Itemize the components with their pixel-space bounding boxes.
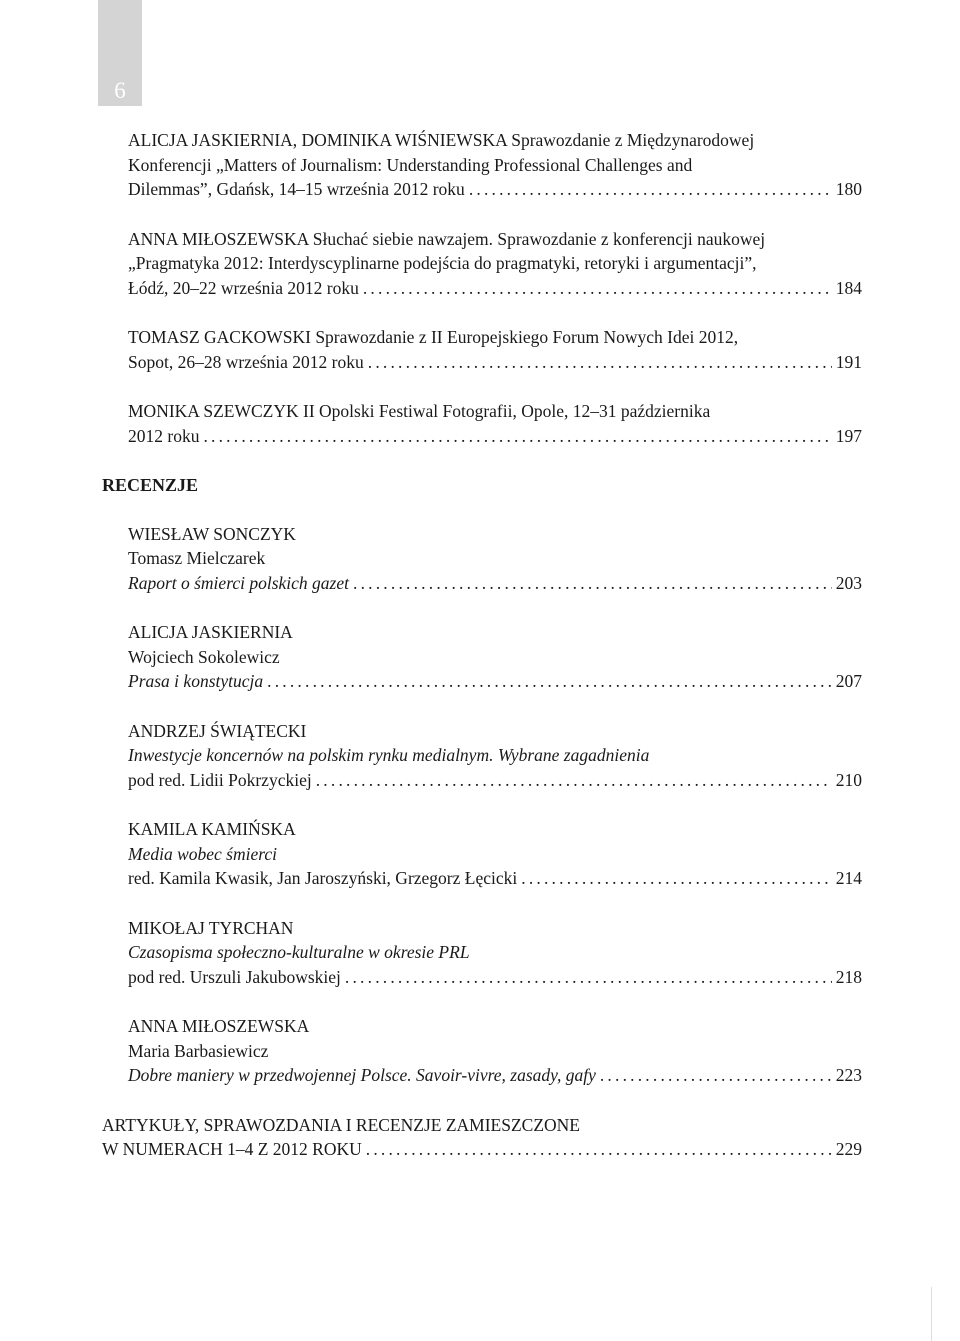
reviewer-name: ANDRZEJ ŚWIĄTECKI [128, 720, 307, 741]
book-title: Prasa i konstytucja [128, 671, 264, 691]
dot-leaders [521, 866, 832, 891]
entry-line: „Pragmatyka 2012: Interdyscyplinarne podejścia do pragmatyki, retoryki i argumentacji”, [128, 253, 757, 273]
entry-last-line [128, 1063, 862, 1088]
entry-line: ALICJA JASKIERNIA, DOMINIKA WIŚNIEWSKA Sprawozdanie z Międzynarodowej [128, 130, 755, 150]
book-title: Czasopisma społeczno-kulturalne w okresie PRL [128, 942, 470, 962]
margin-rule [931, 1287, 932, 1341]
entry-line: ARTYKUŁY, SPRAWOZDANIA I RECENZJE ZAMIESZCZONE [102, 1114, 580, 1135]
toc-entry-index[interactable] [102, 1113, 862, 1162]
section-heading-reviews: RECENZJE [102, 475, 199, 495]
entry-page-number: 223 [835, 1065, 862, 1085]
book-title: Inwestycje koncernów na polskim rynku medialnym. Wybrane zagadnienia [128, 745, 650, 765]
entry-page-number: 184 [835, 277, 862, 298]
entry-page-number: 229 [835, 1139, 862, 1159]
book-editor: pod red. Urszuli Jakubowskiej [128, 966, 341, 987]
reviewer-name: WIESŁAW SONCZYK [128, 523, 296, 544]
entry-page-number: 191 [835, 351, 862, 372]
toc-entry-report[interactable] [128, 227, 862, 301]
entry-last-line [128, 424, 862, 449]
toc-entry-review[interactable] [128, 522, 862, 596]
entry-page-number: 214 [835, 868, 862, 888]
entry-last-line [128, 866, 862, 891]
page-number: 6 [114, 78, 126, 103]
book-editor: red. Kamila Kwasik, Jan Jaroszyński, Grzegorz Łęcicki [128, 868, 518, 888]
reviewer-name: KAMILA KAMIŃSKA [128, 819, 296, 839]
table-of-contents [102, 128, 862, 1162]
book-title: Media wobec śmierci [128, 843, 278, 864]
book-title: Raport o śmierci polskich gazet [128, 572, 349, 593]
toc-entry-review[interactable] [128, 719, 862, 793]
dot-leaders [469, 177, 832, 202]
dot-leaders [345, 965, 832, 990]
toc-entry-review[interactable] [128, 817, 862, 891]
toc-entry-review[interactable] [128, 1014, 862, 1088]
dot-leaders [600, 1063, 832, 1088]
entry-last-line [102, 1137, 862, 1162]
dot-leaders [203, 424, 831, 449]
dot-leaders [368, 350, 832, 375]
dot-leaders [267, 669, 832, 694]
dot-leaders [363, 276, 832, 301]
entry-page-number: 210 [835, 769, 862, 790]
entry-last-line [128, 177, 862, 202]
dot-leaders [366, 1137, 832, 1162]
toc-entry-review[interactable] [128, 620, 862, 694]
entry-last-line [128, 669, 862, 694]
entry-text: Dilemmas”, Gdańsk, 14–15 września 2012 roku [128, 179, 465, 199]
entry-text: 2012 roku [128, 425, 200, 446]
entry-last-line [128, 768, 862, 793]
entry-page-number: 218 [835, 966, 862, 987]
dot-leaders [353, 571, 832, 596]
book-title: Dobre maniery w przedwojennej Polsce. Savoir-vivre, zasady, gafy [128, 1065, 596, 1085]
toc-entry-report[interactable] [128, 399, 862, 448]
toc-entry-report[interactable] [128, 325, 862, 374]
page-number-tab [98, 0, 142, 106]
entry-last-line [128, 276, 862, 301]
entry-line: ANNA MIŁOSZEWSKA Słuchać siebie nawzajem. Sprawozdanie z konferencji naukowej [128, 228, 766, 249]
book-author: Maria Barbasiewicz [128, 1040, 269, 1061]
toc-entry-report[interactable] [128, 128, 862, 202]
reviewer-name: MIKOŁAJ TYRCHAN [128, 917, 294, 938]
reviewer-name: ANNA MIŁOSZEWSKA [128, 1016, 310, 1036]
entry-line: TOMASZ GACKOWSKI Sprawozdanie z II Europejskiego Forum Nowych Idei 2012, [128, 327, 739, 347]
dot-leaders [316, 768, 832, 793]
entry-page-number: 203 [835, 572, 862, 593]
toc-entry-review[interactable] [128, 916, 862, 990]
entry-page-number: 180 [835, 179, 862, 199]
entry-page-number: 197 [835, 425, 862, 446]
reviewer-name: ALICJA JASKIERNIA [128, 622, 293, 642]
entry-text: Sopot, 26–28 września 2012 roku [128, 351, 364, 372]
entry-text: W NUMERACH 1–4 Z 2012 ROKU [102, 1139, 362, 1159]
book-editor: pod red. Lidii Pokrzyckiej [128, 769, 312, 790]
entry-last-line [128, 571, 862, 596]
entry-line: Konferencji „Matters of Journalism: Understanding Professional Challenges and [128, 154, 693, 175]
entry-text: Łódź, 20–22 września 2012 roku [128, 277, 359, 298]
entry-last-line [128, 350, 862, 375]
book-author: Wojciech Sokolewicz [128, 646, 280, 667]
entry-page-number: 207 [835, 671, 862, 691]
entry-last-line [128, 965, 862, 990]
entry-line: MONIKA SZEWCZYK II Opolski Festiwal Fotografii, Opole, 12–31 października [128, 401, 711, 421]
book-author: Tomasz Mielczarek [128, 548, 266, 568]
